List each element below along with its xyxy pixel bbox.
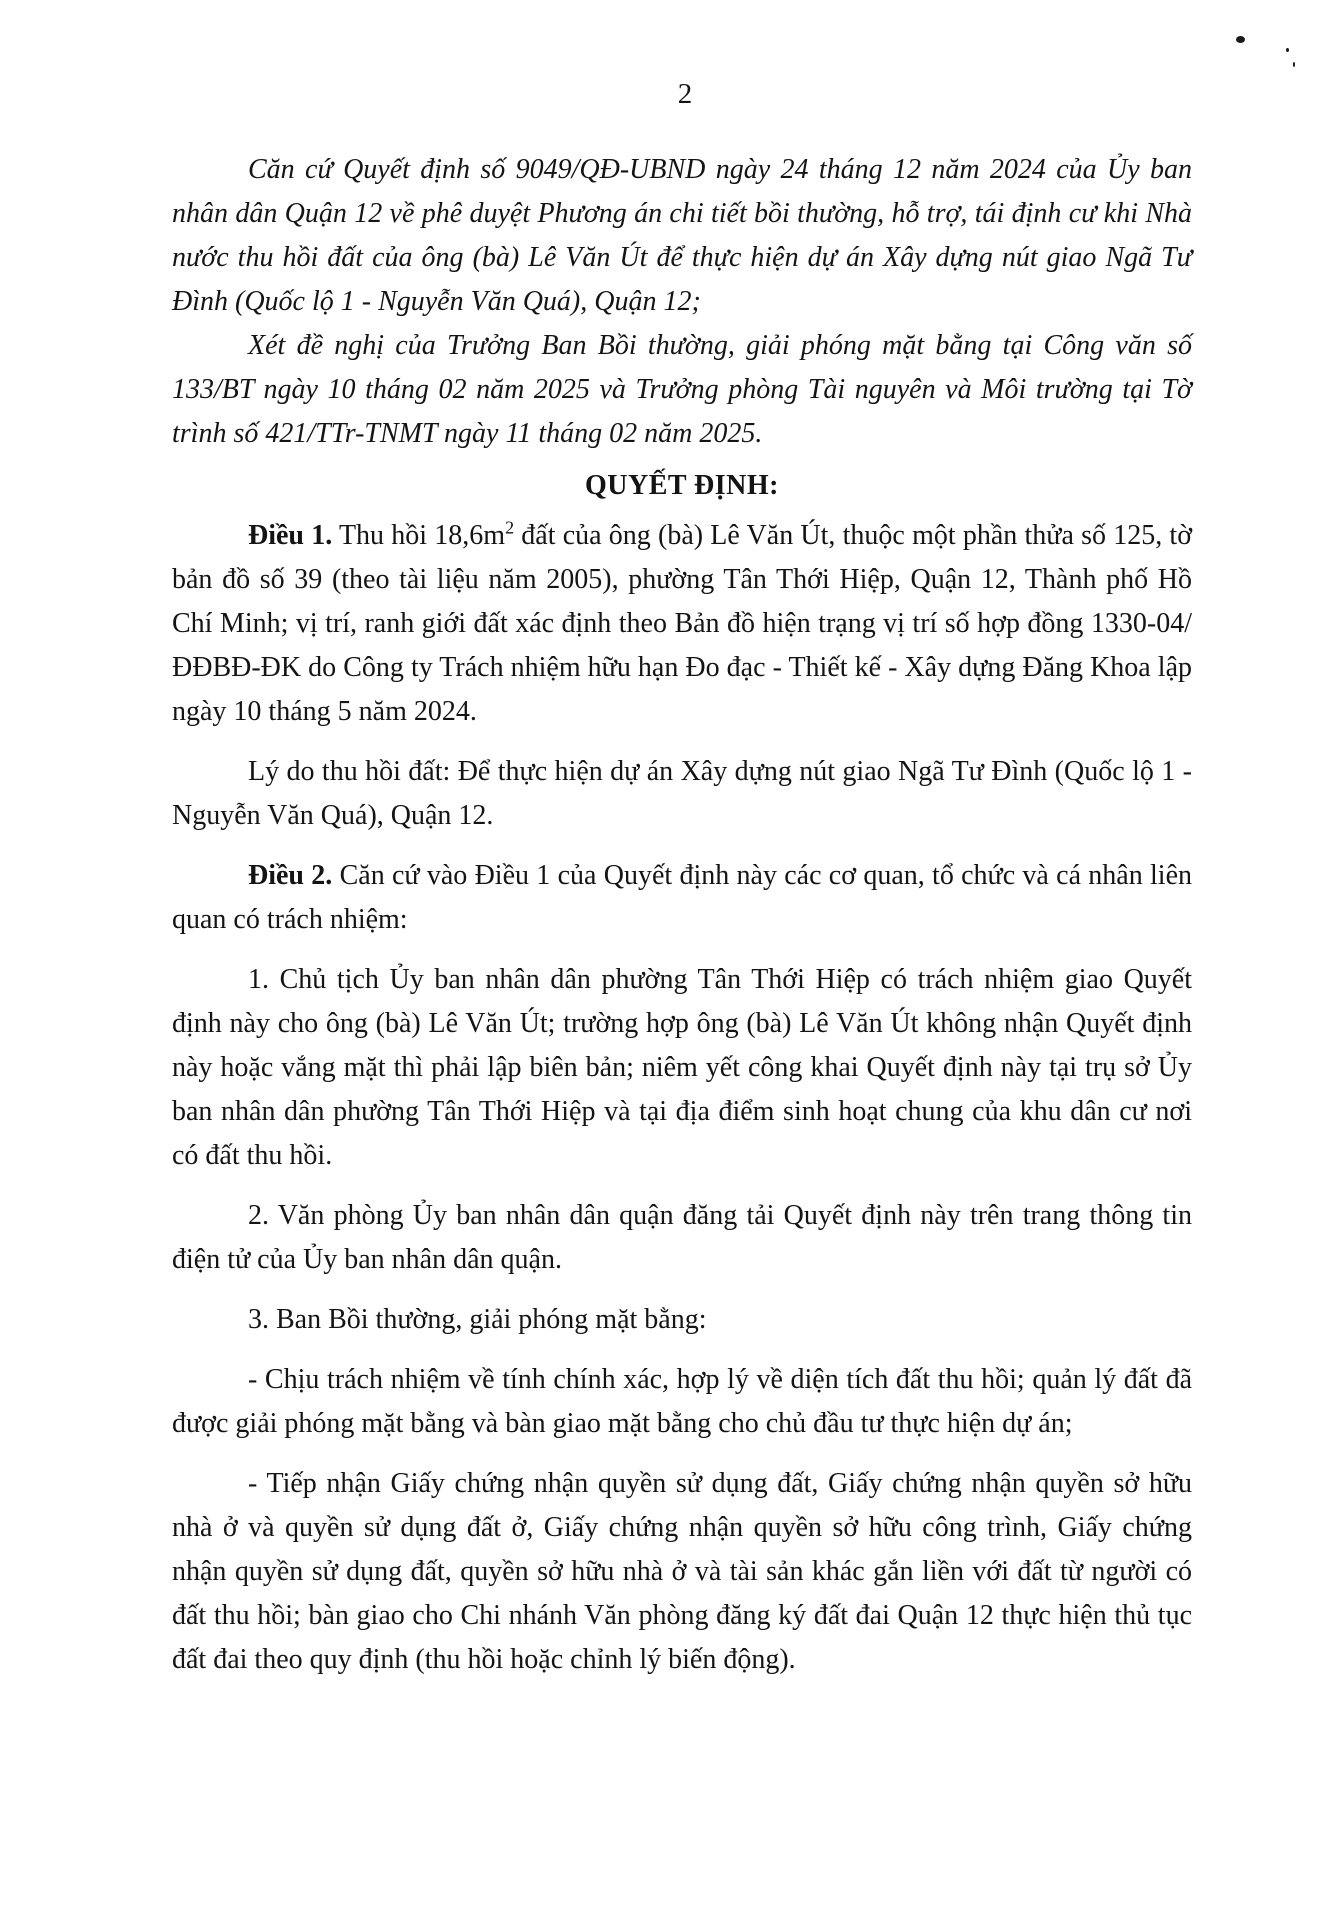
area-unit-superscript: 2 bbox=[505, 517, 515, 538]
scan-speck bbox=[1286, 48, 1289, 52]
page-number: 2 bbox=[677, 78, 693, 110]
article-2-item-3: 3. Ban Bồi thường, giải phóng mặt bằng: bbox=[248, 1304, 707, 1335]
article-2-label: Điều 2. bbox=[248, 860, 333, 891]
legal-basis-paragraph: Căn cứ Quyết định số 9049/QĐ-UBND ngày 24 tháng 12 năm 2024 của Ủy ban nhân dân Quận 12 về phê duyệt Phương án chi tiết bồi thường, hỗ trợ, tái định cư khi Nhà nước thu hồi đất của ông (bà) Lê Văn Út để thực hiện dự án Xây dựng nút giao Ngã Tư Đình (Quốc lộ 1 - Nguyễn Văn Quá), Quận 12; bbox=[172, 154, 1192, 317]
scan-speck bbox=[1293, 62, 1295, 67]
reason-paragraph: Lý do thu hồi đất: Để thực hiện dự án Xây dựng nút giao Ngã Tư Đình (Quốc lộ 1 - Nguyễn Văn Quá), Quận 12. bbox=[172, 756, 1192, 831]
article-2 bbox=[172, 854, 1192, 942]
article-2-item-2: 2. Văn phòng Ủy ban nhân dân quận đăng tải Quyết định này trên trang thông tin điện tử của Ủy ban nhân dân quận. bbox=[172, 1200, 1192, 1275]
article-1-text-start: Thu hồi 18,6m bbox=[332, 520, 506, 551]
scan-speck bbox=[1236, 36, 1245, 43]
decision-heading: QUYẾT ĐỊNH: bbox=[584, 470, 779, 501]
article-1 bbox=[172, 514, 1192, 734]
proposal-paragraph: Xét đề nghị của Trưởng Ban Bồi thường, giải phóng mặt bằng tại Công văn số 133/BT ngày 10 tháng 02 năm 2025 và Trưởng phòng Tài nguyên và Môi trường tại Tờ trình số 421/TTr-TNMT ngày 11 tháng 02 năm 2025. bbox=[172, 330, 1192, 449]
article-1-text-rest: đất của ông (bà) Lê Văn Út, thuộc một phần thửa số 125, tờ bản đồ số 39 (theo tài liệu năm 2005), phường Tân Thới Hiệp, Quận 12, Thành phố Hồ Chí Minh; vị trí, ranh giới đất xác định theo Bản đồ hiện trạng vị trí số hợp đồng 1330-04/ĐĐBĐ-ĐK do Công ty Trách nhiệm hữu hạn Đo đạc - Thiết kế - Xây dựng Đăng Khoa lập ngày 10 tháng 5 năm 2024. bbox=[172, 520, 1193, 727]
document-body bbox=[172, 148, 1192, 1682]
article-1-label: Điều 1. bbox=[248, 520, 333, 551]
item-3-bullet-2: - Tiếp nhận Giấy chứng nhận quyền sử dụng đất, Giấy chứng nhận quyền sở hữu nhà ở và quyền sử dụng đất ở, Giấy chứng nhận quyền sở hữu công trình, Giấy chứng nhận quyền sử dụng đất, quyền sở hữu nhà ở và tài sản khác gắn liền với đất từ người có đất thu hồi; bàn giao cho Chi nhánh Văn phòng đăng ký đất đai Quận 12 thực hiện thủ tục đất đai theo quy định (thu hồi hoặc chỉnh lý biến động). bbox=[172, 1468, 1192, 1675]
item-3-bullet-1: - Chịu trách nhiệm về tính chính xác, hợp lý về diện tích đất thu hồi; quản lý đất đã được giải phóng mặt bằng và bàn giao mặt bằng cho chủ đầu tư thực hiện dự án; bbox=[172, 1364, 1192, 1439]
article-2-item-1: 1. Chủ tịch Ủy ban nhân dân phường Tân Thới Hiệp có trách nhiệm giao Quyết định này cho ông (bà) Lê Văn Út; trường hợp ông (bà) Lê Văn Út không nhận Quyết định này hoặc vắng mặt thì phải lập biên bản; niêm yết công khai Quyết định này tại trụ sở Ủy ban nhân dân phường Tân Thới Hiệp và tại địa điểm sinh hoạt chung của khu dân cư nơi có đất thu hồi. bbox=[172, 964, 1192, 1171]
article-2-text: Căn cứ vào Điều 1 của Quyết định này các cơ quan, tổ chức và cá nhân liên quan có trách nhiệm: bbox=[172, 860, 1192, 935]
